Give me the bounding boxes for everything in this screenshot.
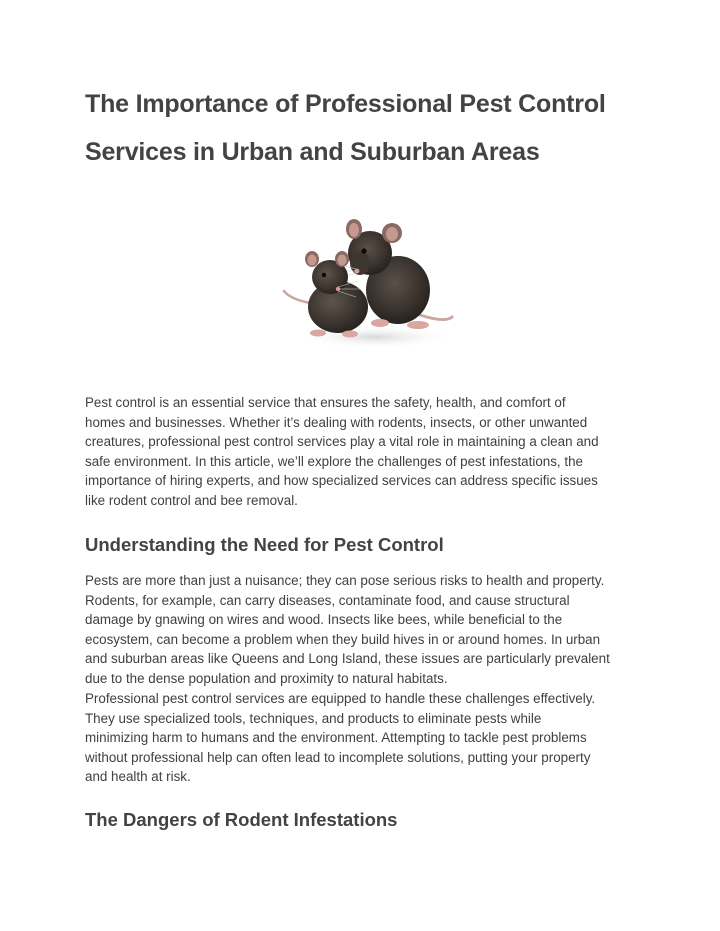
intro-line: homes and businesses. Whether it’s dealing with rodents, insects, or other unwanted: [85, 414, 588, 430]
intro-paragraph: [85, 393, 645, 511]
page-title: [85, 80, 665, 176]
intro-line: creatures, professional pest control services play a vital role in maintaining a clean and: [85, 434, 599, 450]
paragraph-line: without professional help can often lead to incomplete solutions, putting your property: [85, 749, 591, 765]
section-heading-rodent-dangers: The Dangers of Rodent Infestations: [85, 809, 398, 830]
title-line-1: The Importance of Professional Pest Control: [85, 90, 606, 118]
paragraph-line: They use specialized tools, techniques, and products to eliminate pests while: [85, 710, 542, 726]
need-paragraph-2: [85, 689, 645, 787]
section-heading-need: Understanding the Need for Pest Control: [85, 534, 444, 555]
title-line-2: Services in Urban and Suburban Areas: [85, 138, 540, 166]
intro-line: like rodent control and bee removal.: [85, 492, 298, 508]
paragraph-line: due to the dense population and proximity to natural habitats.: [85, 670, 448, 686]
paragraph-line: Pests are more than just a nuisance; they can pose serious risks to health and property.: [85, 573, 605, 588]
rats-icon: [280, 205, 460, 355]
paragraph-line: minimizing harm to humans and the environment. Attempting to tackle pest problems: [85, 730, 587, 746]
intro-line: importance of hiring experts, and how specialized services can address specific issues: [85, 473, 598, 489]
paragraph-line: Professional pest control services are equipped to handle these challenges effectively.: [85, 691, 596, 706]
need-paragraph-1: [85, 571, 645, 689]
paragraph-line: Rodents, for example, can carry diseases, contaminate food, and cause structural: [85, 592, 570, 608]
intro-line: safe environment. In this article, we’ll explore the challenges of pest infestations, the: [85, 453, 583, 469]
intro-line: Pest control is an essential service that ensures the safety, health, and comfort of: [85, 395, 566, 410]
paragraph-line: and suburban areas like Queens and Long Island, these issues are particularly prevalent: [85, 651, 610, 667]
paragraph-line: ecosystem, can become a problem when they build hives in or around homes. In urban: [85, 631, 601, 647]
paragraph-line: and health at risk.: [85, 769, 191, 785]
paragraph-line: damage by gnawing on wires and wood. Insects like bees, while beneficial to the: [85, 612, 563, 628]
rats-image: [280, 205, 460, 355]
